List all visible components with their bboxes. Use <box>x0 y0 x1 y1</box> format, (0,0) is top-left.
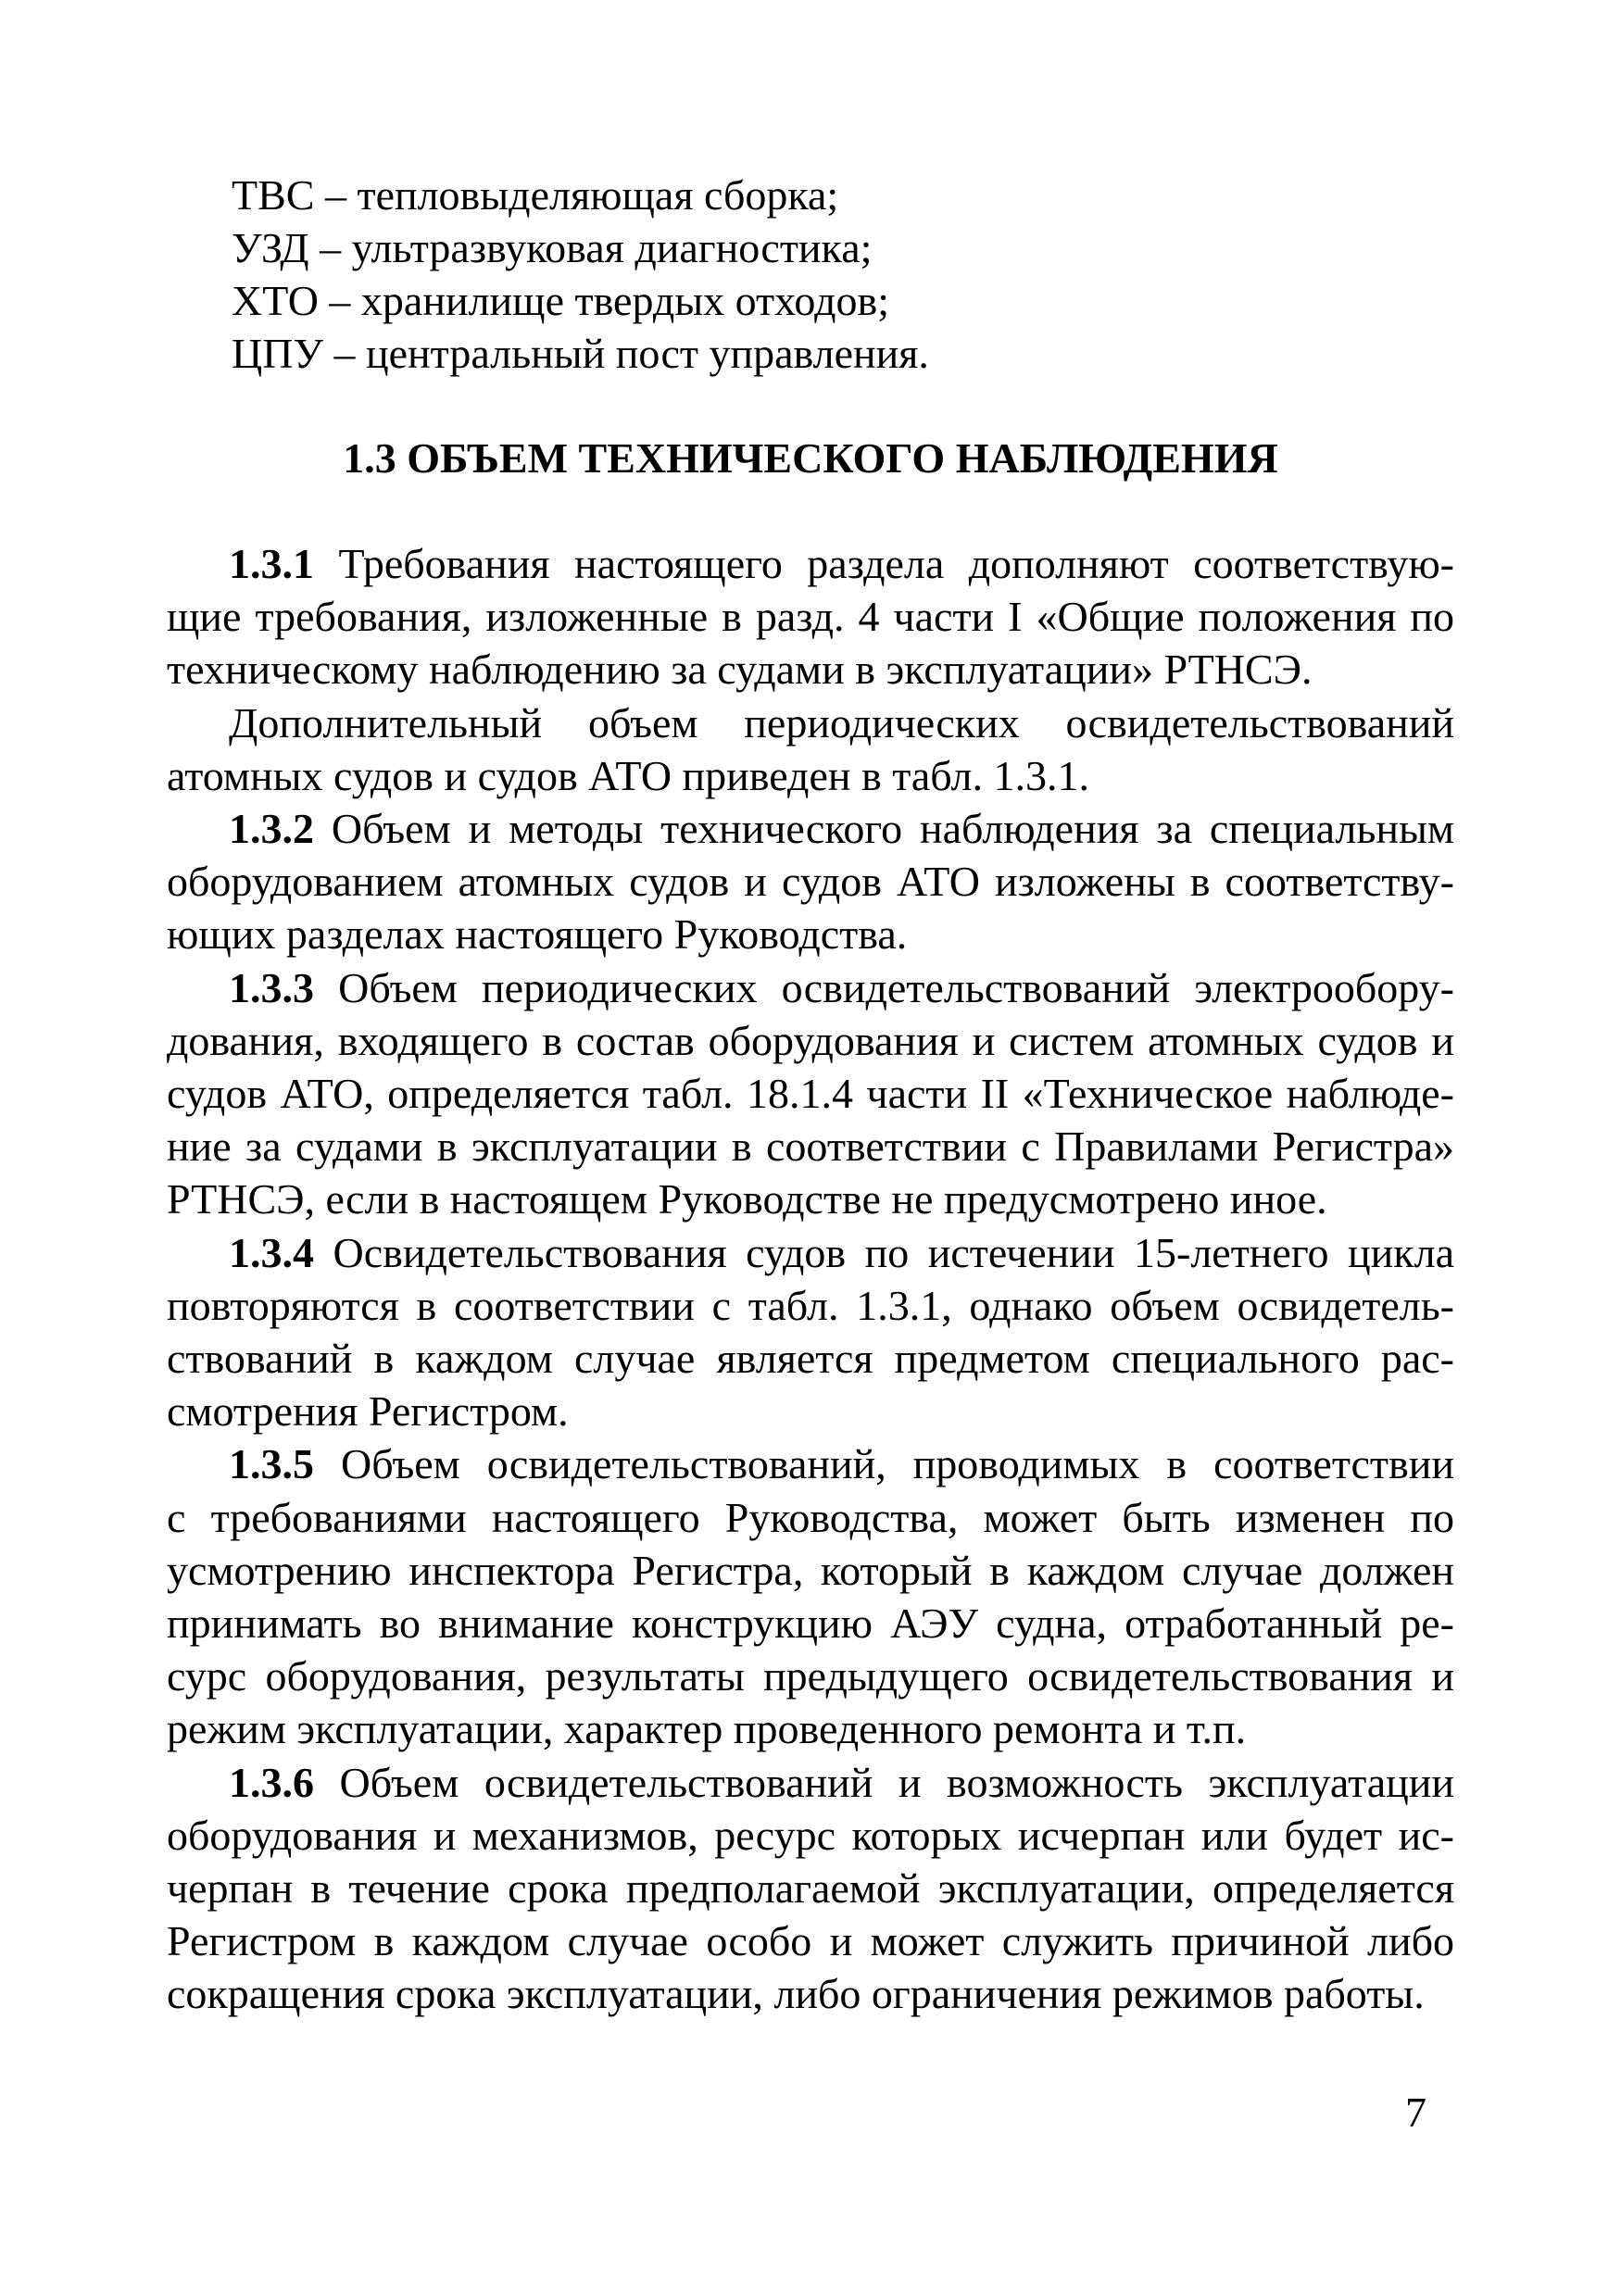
paragraph-1-3-6 <box>167 1756 1454 2021</box>
paragraph-line: 1.3.1 Требования настоящего раздела дополняют соответствую- <box>229 540 1455 587</box>
paragraph-1-3-4 <box>167 1226 1454 1438</box>
paragraph-line: Дополнительный объем периодических освидетельствований <box>229 698 1454 747</box>
paragraph-number: 1.3.5 <box>229 1440 314 1488</box>
page-number: 7 <box>1405 2089 1426 2136</box>
paragraph-1-3-1 <box>167 537 1454 696</box>
paragraph-number: 1.3.4 <box>229 1228 314 1276</box>
abbreviation-item: ХТО – хранилище твердых отходов; <box>232 277 889 324</box>
paragraph-1-3-3 <box>167 961 1454 1226</box>
section-body <box>167 537 1454 2021</box>
section-title: 1.3 ОБЪЕМ ТЕХНИЧЕСКОГО НАБЛЮДЕНИЯ <box>343 434 1278 482</box>
paragraph-line: дования, входящего в состав оборудования и систем атомных судов и <box>167 1016 1454 1064</box>
paragraph-line: атомных судов и судов АТО приведен в табл. 1.3.1. <box>167 751 1090 799</box>
paragraph-line: 1.3.5 Объем освидетельствований, проводимых в соответствии <box>229 1440 1454 1488</box>
paragraph-number: 1.3.6 <box>229 1758 314 1806</box>
paragraph-line: 1.3.6 Объем освидетельствований и возможность эксплуатации <box>229 1758 1455 1806</box>
paragraph-line: с требованиями настоящего Руководства, может быть изменен по <box>167 1493 1454 1541</box>
paragraph-line: 1.3.4 Освидетельствования судов по истечении 15-летнего цикла <box>229 1228 1455 1276</box>
paragraph-line: РТНСЭ, если в настоящем Руководстве не предусмотрено иное. <box>167 1175 1327 1223</box>
paragraph-line: принимать во внимание конструкцию АЭУ судна, отработанный ре- <box>167 1600 1454 1648</box>
paragraph-additional-scope <box>167 696 1454 802</box>
paragraph-line: 1.3.2 Объем и методы технического наблюдения за специальным <box>229 805 1454 853</box>
paragraph-line: судов АТО, определяется табл. 18.1.4 части II «Техническое наблюде- <box>167 1070 1454 1118</box>
paragraph-line: Регистром в каждом случае особо и может служить причиной либо <box>167 1917 1454 1965</box>
paragraph-number: 1.3.2 <box>229 805 314 853</box>
paragraph-line: повторяются в соответствии с табл. 1.3.1, однако объем освидетель- <box>167 1281 1454 1329</box>
paragraph-number: 1.3.1 <box>229 540 314 587</box>
abbreviation-item: ТВС – тепловыделяющая сборка; <box>232 171 839 219</box>
paragraph-line: оборудования и механизмов, ресурс которых исчерпан или будет ис- <box>167 1811 1454 1859</box>
paragraph-line: техническому наблюдению за судами в эксплуатации» РТНСЭ. <box>167 646 1313 694</box>
paragraph-line: ющих разделах настоящего Руководства. <box>167 910 908 959</box>
paragraph-line: 1.3.3 Объем периодических освидетельствований электрообору- <box>229 963 1454 1011</box>
paragraph-line: черпан в течение срока предполагаемой эксплуатации, определяется <box>167 1864 1454 1913</box>
paragraph-number: 1.3.3 <box>229 963 314 1011</box>
paragraph-1-3-5 <box>167 1437 1454 1755</box>
paragraph-line: сокращения срока эксплуатации, либо ограничения режимов работы. <box>167 1970 1425 2018</box>
paragraph-line: ствований в каждом случае является предметом специального рас- <box>167 1335 1454 1383</box>
paragraph-line: оборудованием атомных судов и судов АТО изложены в соответству- <box>167 858 1454 906</box>
paragraph-line: щие требования, изложенные в разд. 4 части I «Общие положения по <box>167 593 1454 641</box>
abbreviation-item: УЗД – ультразвуковая диагностика; <box>232 224 873 271</box>
paragraph-line: усмотрению инспектора Регистра, который в каждом случае должен <box>167 1546 1454 1594</box>
paragraph-line: режим эксплуатации, характер проведенного ремонта и т.п. <box>167 1705 1247 1753</box>
paragraph-line: сурс оборудования, результаты предыдущего освидетельствования и <box>167 1652 1454 1700</box>
paragraph-line: ние за судами в эксплуатации в соответствии с Правилами Регистра» <box>167 1123 1454 1171</box>
paragraph-1-3-2 <box>167 802 1454 961</box>
abbreviation-item: ЦПУ – центральный пост управления. <box>232 330 929 377</box>
abbreviation-list <box>232 169 1436 380</box>
paragraph-line: смотрения Регистром. <box>167 1387 569 1436</box>
